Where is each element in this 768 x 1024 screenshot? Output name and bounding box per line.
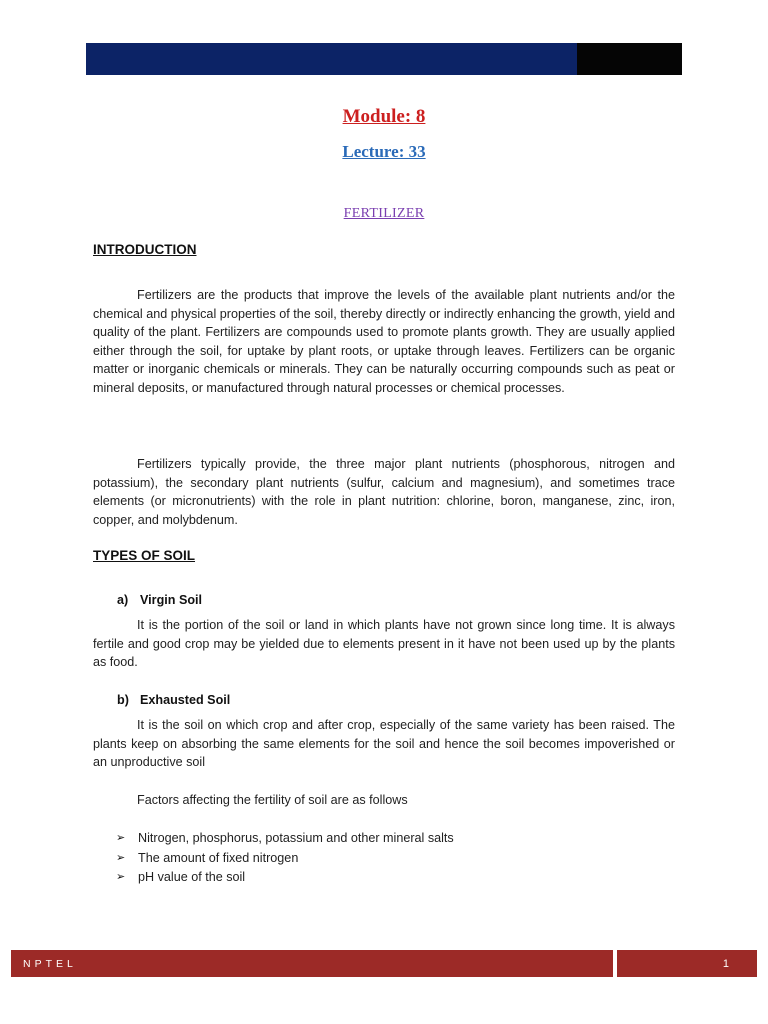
module-title: Module: 8 bbox=[342, 106, 426, 127]
header-banner-navy bbox=[86, 43, 577, 75]
factor-text: pH value of the soil bbox=[138, 870, 246, 884]
topic-title: FERTILIZER bbox=[343, 206, 425, 221]
exhausted-soil-title: Exhausted Soil bbox=[140, 693, 231, 707]
exhausted-soil-subheading bbox=[117, 693, 230, 707]
header-banner bbox=[86, 43, 682, 75]
introduction-heading: INTRODUCTION bbox=[93, 242, 197, 257]
virgin-soil-subheading bbox=[117, 593, 202, 607]
list-item bbox=[116, 849, 454, 869]
factors-list bbox=[116, 829, 454, 888]
factors-intro: Factors affecting the fertility of soil are as follows bbox=[137, 793, 408, 807]
footer-bar bbox=[11, 950, 757, 977]
list-item bbox=[116, 829, 454, 849]
arrow-bullet-icon: ➢ bbox=[116, 871, 126, 883]
exhausted-soil-marker: b) bbox=[117, 693, 129, 707]
header-banner-black bbox=[577, 43, 682, 75]
footer-label: NPTEL bbox=[11, 950, 613, 977]
arrow-bullet-icon: ➢ bbox=[116, 832, 126, 844]
introduction-paragraph-2: Fertilizers typically provide, the three major plant nutrients (phosphorous, nitrogen and potassium), the secondary plant nutrients (sulfur, calcium and magnesium), and sometimes trace elements (or micronutrients) with the role in plant nutrition: chlorine, boron, manganese, zinc, iron, copper, and molybdenum. bbox=[93, 457, 675, 527]
virgin-soil-marker: a) bbox=[117, 593, 129, 607]
types-of-soil-heading: TYPES OF SOIL bbox=[93, 548, 196, 563]
arrow-bullet-icon: ➢ bbox=[116, 851, 126, 864]
virgin-soil-title: Virgin Soil bbox=[140, 593, 203, 607]
lecture-title: Lecture: 33 bbox=[342, 142, 426, 161]
list-item bbox=[116, 868, 454, 888]
exhausted-soil-paragraph: It is the soil on which crop and after crop, especially of the same variety has been raised. The plants keep on absorbing the same elements for the soil and hence the soil becomes impoverished or an unproductive soil bbox=[93, 718, 675, 770]
page-number: 1 bbox=[617, 950, 757, 977]
virgin-soil-paragraph: It is the portion of the soil or land in which plants have not grown since long time. It is always fertile and good crop may be yielded due to elements present in it have not been used up by the plants as food. bbox=[93, 618, 675, 670]
introduction-paragraph-1: Fertilizers are the products that improve the levels of the available plant nutrients and/or the chemical and physical properties of the soil, thereby directly or indirectly enhancing the growth, yield and quality of the plant. Fertilizers are compounds used to promote plants growth. They are usually applied either through the soil, for uptake by plant roots, or uptake through leaves. Fertilizers can be organic matter or inorganic chemicals or minerals. They can be naturally occurring compounds such as peat or mineral deposits, or manufactured through natural processes or chemical processes. bbox=[93, 288, 675, 395]
factor-text: Nitrogen, phosphorus, potassium and other mineral salts bbox=[138, 831, 454, 845]
factor-text: The amount of fixed nitrogen bbox=[138, 850, 299, 865]
